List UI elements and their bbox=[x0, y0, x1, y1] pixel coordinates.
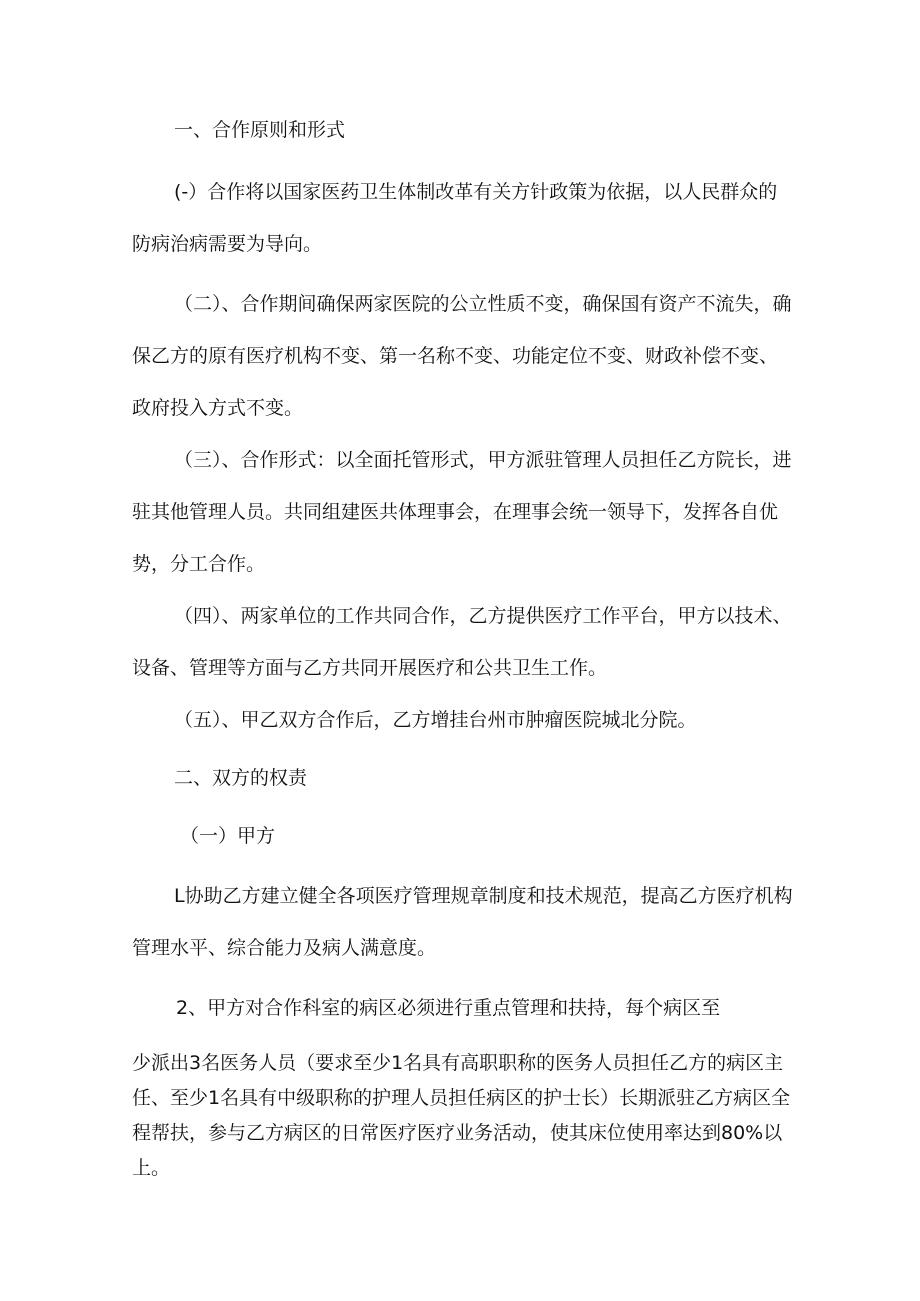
section1-heading: 一、合作原则和形式 bbox=[174, 119, 346, 141]
party-a-item1-paragraph: L协助乙方建立健全各项医疗管理规章制度和技术规范，提高乙方医疗机构管理水平、综合能力及病人满意度。 bbox=[132, 885, 793, 959]
section2-heading: 二、双方的权责 bbox=[174, 767, 308, 789]
party-a-heading: （一）甲方 bbox=[180, 825, 276, 847]
section1-item5-paragraph: （五）、甲乙双方合作后，乙方增挂台州市肿瘤医院城北分院。 bbox=[174, 709, 697, 731]
section1-item3-paragraph: （三）、合作形式：以全面托管形式，甲方派驻管理人员担任乙方院长，进驻其他管理人员。共同组建医共体理事会，在理事会统一领导下，发挥各自优势，分工合作。 bbox=[132, 449, 792, 575]
section1-item2-paragraph: （二）、合作期间确保两家医院的公立性质不变，确保国有资产不流失，确保乙方的原有医疗机构不变、第一名称不变、功能定位不变、财政补偿不变、政府投入方式不变。 bbox=[132, 293, 792, 419]
party-a-item2-first-line: 2、甲方对合作科室的病区必须进行重点管理和扶持，每个病区至 bbox=[176, 997, 721, 1019]
party-a-item2-continuation: 少派出3名医务人员（要求至少1名具有高职职称的医务人员担任乙方的病区主任、至少1名具有中级职称的护理人员担任病区的护士长）长期派驻乙方病区全程帮扶，参与乙方病区的日常医疗医疗业务活动，使其床位使用率达到80%以上。 bbox=[132, 1052, 791, 1179]
section1-item4-paragraph: （四）、两家单位的工作共同合作，乙方提供医疗工作平台，甲方以技术、设备、管理等方面与乙方共同开展医疗和公共卫生工作。 bbox=[132, 605, 792, 679]
section1-item1-paragraph: (-）合作将以国家医药卫生体制改革有关方针政策为依据，以人民群众的防病治病需要为导向。 bbox=[132, 181, 778, 255]
